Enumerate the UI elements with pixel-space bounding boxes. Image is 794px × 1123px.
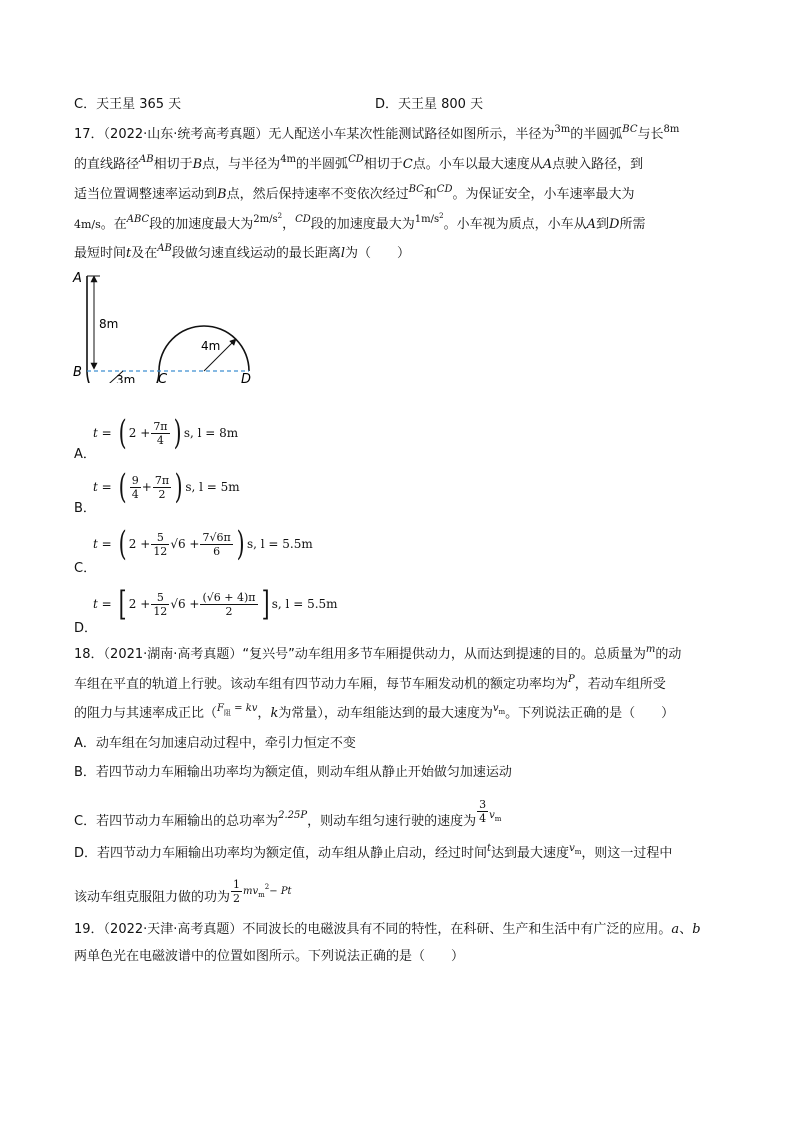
label-b: B [73,365,82,380]
q17-text: 为（ ） [345,246,411,261]
fraction-denominator: 2 [158,487,166,501]
q18-var: F [217,703,224,714]
q17-line-5 [74,244,410,265]
formula-text: t = [93,480,112,494]
q17-text: 的半圆弧 [296,157,349,172]
q18-text: ，则这一过程中 [581,846,673,861]
q17-text: 和 [423,187,437,202]
q17-var: 2m/s [253,214,278,225]
q17-var: BC [622,124,638,135]
fraction [477,798,488,825]
q17-option-c-formula [93,524,313,564]
q18-line-2 [74,675,666,696]
q17-var: 1m/s [414,214,440,225]
q18-option-c [74,798,502,835]
formula-text: s, l = 5m [185,480,240,494]
q17-line-1 [74,125,679,146]
formula-text: 2 + [128,426,151,440]
q17-text: 段做匀速直线运动的最长距离 [171,246,341,261]
fraction-denominator: 4 [479,812,487,825]
q18-var: m [574,848,582,856]
q18-text: 为常量），动车组能达到的最大速度为 [278,706,493,721]
q18-source: （2021·湖南·高考真题） [103,647,243,662]
q18-option-d [74,844,672,865]
formula-text: t = [93,426,112,440]
q17-text: 。为保证安全，小车速率最大为 [452,187,635,202]
q18-text: D．若四节动力车厢输出功率均为额定值，动车组从静止启动，经过时间 [74,846,488,861]
paren-open: ( [118,467,127,507]
q18-var: m [258,890,265,899]
formula-text: 2 + [128,537,151,551]
q17-text: 相切于 [153,157,193,172]
q18-text: “复兴号”动车组用多节车厢提供动力，从而达到提速的目的。总质量为 [242,647,646,662]
fraction-denominator: 12 [153,544,168,558]
bracket-close: ] [261,584,270,624]
q18-text: ， [257,706,271,721]
q17-var: D [609,217,620,232]
q18-text: 该动车组克服阻力做的功为 [74,889,231,905]
q17-var: CD [295,214,311,225]
q17-var: CD [436,184,453,195]
q17-var: C [402,157,413,172]
q17-option-b-formula [93,467,240,507]
q17-var: AB [139,154,154,165]
fraction [151,591,169,618]
q17-line-3 [74,185,634,206]
fraction-numerator: 1 [233,878,241,891]
q18-var: m [645,644,656,655]
q17-text: 的直线路径 [74,157,140,172]
q17-text: 的半圆弧 [570,127,623,142]
fraction-numerator: 7π [153,419,168,433]
q17-var: 4m [280,154,297,165]
q17-text: 所需 [619,217,646,232]
q17-text: 段的加速度最大为 [149,217,254,232]
q17-text: 相切于 [363,157,403,172]
paren-close: ) [173,413,182,453]
fraction [200,531,232,558]
q18-var: k [270,706,279,721]
q16-option-d: D．天王星 800 天 [375,97,484,112]
formula-text: √6 + [170,537,200,551]
bracket-open: [ [118,584,127,624]
q17-var: A [542,157,553,172]
q18-text: ，则动车组匀速行驶的速度为 [307,813,477,829]
fraction [151,531,169,558]
q17-line-2 [74,155,643,176]
q18-text: 的阻力与其速率成正比（ [74,706,218,721]
fraction-denominator: 2 [233,892,241,905]
q17-var: 4m/s [74,218,101,231]
formula-text: s, l = 5.5m [271,597,338,611]
q17-var: 8m [663,124,680,135]
q17-text: 与长 [637,127,664,142]
formula-text: 2 + [128,597,151,611]
fraction [130,474,141,501]
q18-option-a: A．动车组在匀加速启动过程中，牵引力恒定不变 [74,736,356,751]
q17-option-a-formula [93,413,239,453]
q19-var: a [671,922,680,937]
q17-path-figure [70,268,270,383]
fraction-numerator: 5 [151,591,169,605]
formula-text: t = [93,597,112,611]
q19-text: 不同波长的电磁波具有不同的特性，在科研、生产和生活中有广泛的应用。 [242,922,672,937]
q17-text: 。小车视为质点，小车从 [443,217,587,232]
q17-var: l [340,246,346,261]
q17-var: t [126,246,132,261]
q17-var: CD [348,154,364,165]
q17-text: 最短时间 [74,246,127,261]
q18-var: = kv [230,703,258,714]
label-c: C [158,372,168,383]
q18-text: 的动 [655,647,682,662]
q18-text: 达到最大速度 [491,846,570,861]
q18-var: m [494,814,502,823]
formula-text: + [141,480,152,494]
fraction-numerator: 5 [151,531,169,545]
q18-var: m [498,708,506,716]
q18-text: 车组在平直的轨道上行驶。该动车组有四节动力车厢，每节车厢发动机的额定功率均为 [74,677,569,692]
q17-text: 点，与半径为 [202,157,281,172]
fraction-denominator: 2 [225,604,233,618]
q17-text: 点驶入路径，到 [552,157,644,172]
q17-var: ABC [126,214,150,225]
q17-var: 2 [439,212,444,220]
q18-var: v [569,843,575,854]
label-3m: 3m [116,373,136,383]
fraction-denominator: 6 [213,544,221,558]
q17-option-d-label: D． [74,621,98,636]
q17-option-a-label: A． [74,447,96,462]
q17-var: A [586,217,596,232]
fraction-numerator: 7π [154,473,170,487]
fraction-denominator: 12 [153,604,168,618]
fraction [200,591,257,618]
q17-var: BC [408,184,424,195]
q17-var: AB [157,243,172,254]
q19-number: 19． [74,922,104,937]
q18-text: C．若四节动力车厢输出的总功率为 [74,813,279,829]
label-a: A [73,271,82,286]
q19-var: b [692,922,701,937]
q18-var: 2.25P [278,809,308,821]
q18-var: t [487,843,492,854]
formula-text: s, l = 8m [183,426,239,440]
label-8m: 8m [99,317,119,331]
q16-option-c: C．天王星 365 天 [74,97,182,112]
fraction [151,420,169,447]
label-4m: 4m [201,339,221,353]
q18-var: v [492,703,499,714]
fraction [153,474,171,501]
fraction-numerator: 7√6π [202,530,231,544]
q19-text: 、 [679,922,693,937]
formula-text: t = [93,537,112,551]
q17-text: 到 [596,217,610,232]
paren-close: ) [236,524,245,564]
q18-var: 阻 [223,709,231,717]
formula-text: s, l = 5.5m [246,537,313,551]
q18-number: 18． [74,647,104,662]
q17-text: 点，然后保持速率不变依次经过 [226,187,409,202]
q17-text: ， [282,217,296,232]
q18-var: v [489,809,495,821]
q17-var: B [217,187,227,202]
fraction-numerator: 3 [479,798,487,811]
q19-line-1 [74,920,701,940]
q17-text: 段的加速度最大为 [310,217,415,232]
q18-text: 。下列说法正确的是（ ） [505,706,675,721]
q17-var: 3m [554,124,571,135]
q18-var: − Pt [269,885,292,897]
paren-open: ( [118,524,127,564]
q18-var: P [568,674,575,685]
q17-line-4 [74,212,646,236]
paren-open: ( [118,413,127,453]
q17-option-b-label: B． [74,501,96,516]
q18-text: ，若动车组所受 [574,677,666,692]
q17-text: 及在 [131,246,158,261]
q18-line-3 [74,704,674,725]
q17-text: 无人配送小车某次性能测试路径如图所示，半径为 [268,127,555,142]
q18-line-1 [74,645,681,666]
q17-option-d-formula [93,584,338,624]
label-d: D [241,372,252,383]
q17-text: 适当位置调整速率运动到 [74,187,218,202]
fraction-numerator: 9 [131,473,139,487]
q18-var: mv [243,885,259,897]
fraction-denominator: 4 [131,487,139,501]
q17-number: 17． [74,127,104,142]
q17-text: 点。小车以最大速度从 [412,157,543,172]
q19-line-2: 两单色光在电磁波谱中的位置如图所示。下列说法正确的是（ ） [74,949,465,964]
fraction [231,878,242,905]
q17-var: B [192,157,203,172]
formula-text: √6 + [170,597,200,611]
fraction-denominator: 4 [156,433,164,447]
fraction-numerator: (√6 + 4)π [202,590,256,604]
q17-source: （2022·山东·统考高考真题） [103,127,269,142]
q18-option-d-line-2 [74,878,292,911]
q17-option-c-label: C． [74,561,97,576]
q18-option-b: B．若四节动力车厢输出功率均为额定值，则动车组从静止开始做匀加速运动 [74,765,512,780]
paren-close: ) [174,467,183,507]
q17-var: 2 [277,212,283,220]
q19-source: （2022·天津·高考真题） [103,922,243,937]
q17-text: 。在 [100,217,127,232]
q18-var: 2 [264,882,270,891]
